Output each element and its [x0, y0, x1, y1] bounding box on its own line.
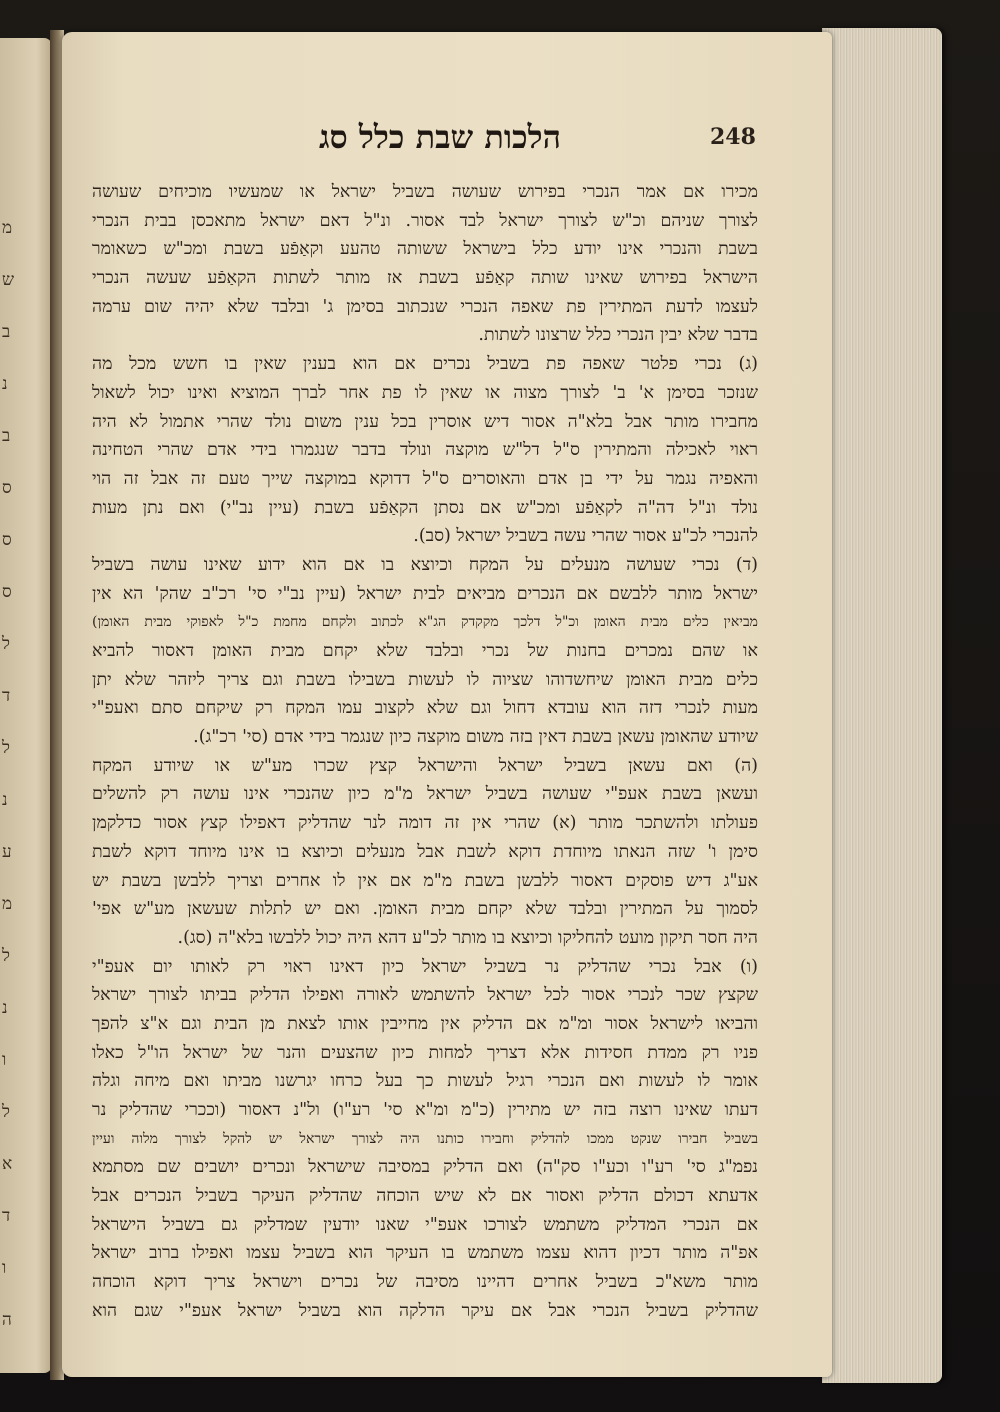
margin-letter: ב: [2, 322, 11, 342]
text-line: היה חסר תיקון מועט להחליקו וכיוצא בו מותר לכ"ע דהא היה יכול ללבשו בלא"ה (סג).: [177, 927, 758, 948]
margin-letter: ס: [2, 478, 12, 498]
margin-letter: נ: [2, 998, 8, 1018]
margin-letter: ו: [2, 1258, 7, 1278]
text-line: לעצמו לדעת המתירין פת שאפה הנכרי שנכתוב בסימן ג' ובלבד שלא יהיה שום ערמה: [92, 296, 758, 317]
text-line: פניו רק ממדת חסידות אלא דצריך למחות כיון שהצעים והנר של ישראל הו"ל כאלו: [92, 1042, 758, 1063]
text-line: (ד) נכרי שעושה מנעלים על המקח וכיוצא בו אם הוא ידוע שאינו עושה בשביל: [92, 554, 758, 575]
text-line: אדעתא דכולם הדליק ואסור אם לא שיש הוכחה שהדליק העיקר בשביל הנכרים אבל: [92, 1186, 758, 1207]
text-line: ראוי לאכילה והמתירין ס"ל דל"ש מוקצה ונולד בדבר שנגמרו בידי אדם שהרי הטחינה: [92, 440, 758, 461]
text-line: אפ"ה מותר דכיון דהוא עצמו משתמש בו העיקר הוא בשביל עצמו ואפילו ברוב ישראל: [92, 1243, 758, 1264]
text-line: ועשאן בשבת אעפ"י שעושה בשביל ישראל מ"מ כיון שהנכרי אינו עושה רק להשלים: [92, 784, 758, 805]
margin-letter: נ: [2, 374, 8, 394]
margin-letter: א: [2, 1154, 13, 1174]
running-title: הלכות שבת כלל סג: [318, 118, 562, 156]
text-line: (ו) אבל נכרי שהדליק נר בשביל ישראל כיון דאינו ראוי רק לאותו יום אעפ"י: [92, 956, 758, 977]
text-line: דעתו שאינו רוצה בזה יש מתירין (כ"מ ומ"א סי' רע"ו) ול"נ דאסור (וככרי שהדליק נר: [92, 1100, 758, 1120]
previous-page-margin-text: [2, 218, 32, 1362]
page-stack-edge: [822, 28, 942, 1383]
text-line: אע"ג דיש פוסקים דאסור ללבשן בשבת מ"מ אם אין לו אחרים וצריך ללבשן בשבת יש: [92, 870, 758, 891]
margin-letter: ב: [2, 426, 11, 446]
text-line: שנזכר בסימן א' ב' לצורך מצוה או שאין לו פת אחר לברך המוציא ואינו יכול לשאול: [92, 382, 758, 403]
text-line: שיודע שהאומן עשאן בשבת דאין בזה משום מוקצה כיון שנגמר בידי אדם (סי' רכ"ג).: [193, 727, 758, 748]
text-line: או שהם נמכרים בחנות של נכרי ובלבד שלא יקחם מבית האומן דאסור להביא: [92, 641, 758, 661]
text-line: נפמ"ג סי' רע"ו וכע"ו סק"ה) ואם הדליק במסיבה שישראל ונכרים יושבים שם מסתמא: [92, 1157, 758, 1178]
margin-letter: נ: [2, 790, 8, 810]
page-header: [230, 118, 790, 166]
text-line: (ג) נכרי פלטר שאפה פת בשביל נכרים אם הוא בענין שאין בו חשש מכל מה: [92, 354, 758, 375]
text-line: ישראל מותר ללבשם אם הנכרים מביאים לבית ישראל (עיין נב"י סי' רכ"ב שהק' הא אין: [92, 583, 758, 604]
margin-letter: מ: [2, 894, 13, 914]
margin-letter: מ: [2, 218, 13, 238]
text-line: שקצץ שכר לנכרי אסור לכל ישראל להשתמש לאורה ואפילו הדליק בביתו לצורך ישראל: [92, 985, 758, 1006]
margin-letter: ל: [2, 946, 10, 966]
margin-letter: ס: [2, 582, 12, 602]
margin-letter: ו: [2, 1050, 7, 1070]
text-line: לצורך שניהם וכ"ש לצורך ישראל לבד אסור. ונ"ל דאם ישראל מתאכסן בבית הנכרי: [92, 210, 758, 231]
margin-letter: ד: [2, 1206, 11, 1226]
margin-letter: ל: [2, 634, 10, 654]
text-line: אומר לו לעשות ואם הנכרי רגיל לעשות כך בעל כרחו יגרשנו מביתו ואם מיחה וגלה: [92, 1071, 758, 1092]
previous-page-edge: [0, 38, 52, 1373]
text-line: בשביל חבירו שנקט ממכו להדליק וחבירו כותנו היה לצורך ישראל יש להקל לצורך מלוה ועיין: [92, 1130, 758, 1147]
text-line: מכירו אם אמר הנכרי בפירוש שעושה בשביל ישראל או שמעשיו מוכיחים שעושה: [92, 182, 758, 202]
text-line: מחבירו מותר אבל בלא"ה אסור דיש אוסרין בכל ענין משום נולד שהרי אתמול לא היה: [92, 411, 758, 432]
text-line: הישראל בפירוש שאינו שותה קאַפֿע בשבת אז מותר לשתות הקאַפֿע שעשה הנכרי: [92, 268, 758, 289]
text-line: נולד ונ"ל דה"ה לקאַפֿע ומכ"ש אם נסתן הקאַפֿע בשבת (עיין נב"י) ואם נתן מעות: [92, 497, 758, 518]
text-line: (ה) ואם עשאן בשביל ישראל והישראל קצץ שכרו מע"ש או שיודע המקח: [92, 755, 758, 776]
text-line: שהדליק בשביל הנכרי אבל אם עיקר הדלקה הוא בשביל ישראל אעפ"י שגם הוא: [92, 1300, 758, 1321]
margin-letter: ד: [2, 686, 11, 706]
text-line: בדבר שלא יבין הנכרי כלל שרצונו לשתות.: [478, 325, 758, 346]
margin-letter: ל: [2, 738, 10, 758]
text-line: והאפיה נגמר על ידי בן אדם והאוסרים ס"ל דדוקא במוקצה שייך טעם זה אבל זה הוי: [92, 468, 758, 489]
margin-letter: ע: [2, 842, 12, 862]
text-line: בשבת והנכרי אינו יודע כלל בישראל ששותה טהעע וקאַפֿע בשבת ומכ"ש כשאומר: [92, 239, 758, 260]
text-line: לסמוך על המתירין ובלבד שלא יקחם מבית האומן. ואם יש לתלות שעשאן מע"ש אפי': [92, 899, 758, 920]
text-line: והביאו לישראל אסור ומ"מ אם הדליק אין מחייבין אותו לצאת מן הבית וגם א"צ להפך: [92, 1013, 758, 1034]
text-line: פעולתו ולהשתכר מותר (א) שהרי אין זה דומה לנר שהדליק דאפילו קצץ אסור כדלקמן: [92, 813, 758, 834]
text-line: להנכרי לכ"ע אסור שהרי עשה בשביל ישראל (סב).: [413, 526, 758, 547]
margin-letter: ה: [2, 1310, 12, 1330]
main-text-block: [92, 178, 758, 1321]
margin-letter: ש: [2, 270, 15, 290]
text-line: מעות לנכרי דזה הוא עובדא דחול וגם שלא לקצוב עמו המקח רק שיקחם סתם ואעפ"י: [92, 698, 758, 719]
margin-letter: ל: [2, 1102, 10, 1122]
text-line: אם הנכרי המדליק משתמש לצורכו אעפ"י שאנו יודעין שמדליק גם בשביל הישראל: [92, 1214, 758, 1235]
text-line: סימן ו' שזה הנאתו מיוחדת דוקא לשבת אבל מנעלים וכיוצא בו אינו מיוחד דוקא לשבת: [92, 841, 758, 862]
margin-letter: ס: [2, 530, 12, 550]
text-line: מותר משא"כ בשביל אחרים דהיינו מסיבה של נכרים וישראל צריך דוקא הוכחה: [92, 1272, 758, 1293]
page-number: 248: [710, 124, 756, 150]
text-line: מביאין כלים מבית האומן וכ"ל דלכך מקקדק הג"א לכתוב ולקחם מחמת כ"ל לאפוקי מבית האומן): [92, 614, 758, 631]
text-line: כלים מבית האומן שיחשדוהו שציוה לו לעשות בשבילו בשבת וגם צריך ליזהר שלא יתן: [92, 669, 758, 690]
